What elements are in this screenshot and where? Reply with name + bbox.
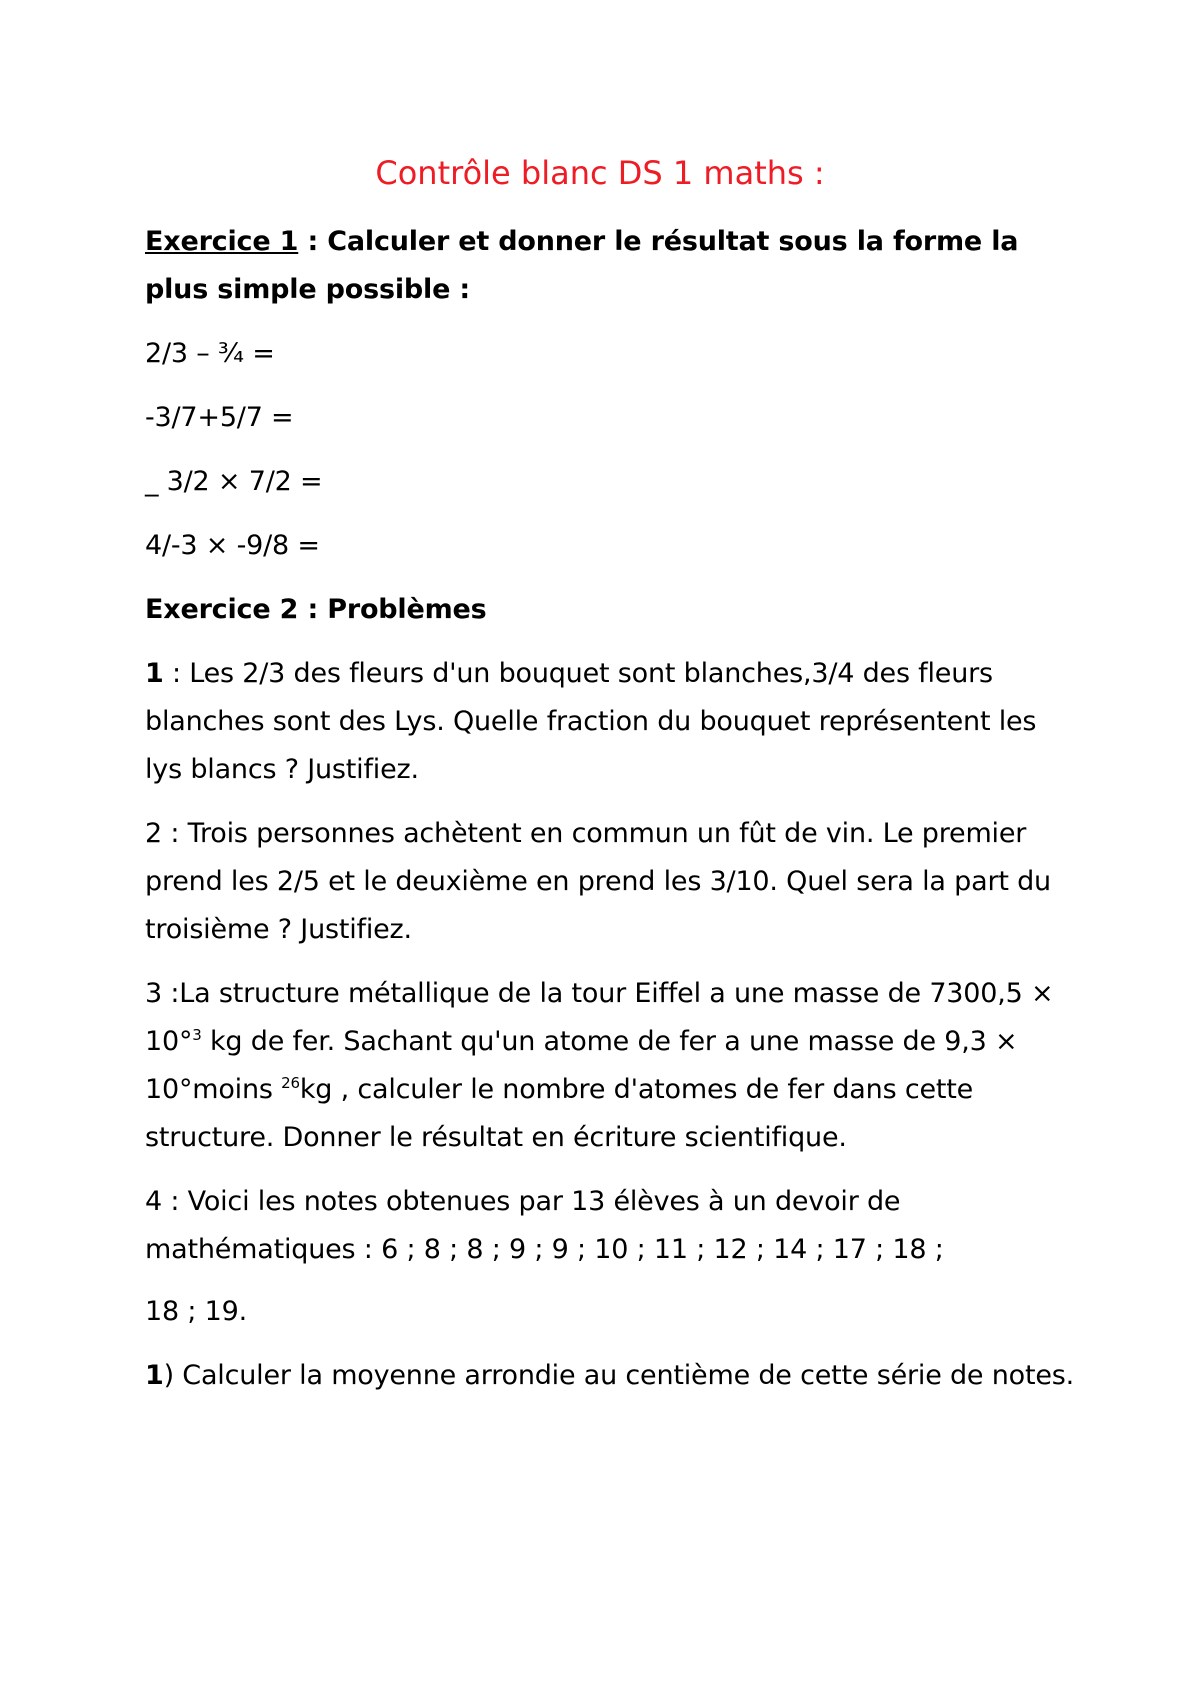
problem-1-text: : Les 2/3 des fleurs d'un bouquet sont blanches,3/4 des fleurs blanches sont des Lys. Quelle fraction du bouquet représentent les lys blancs ? Justifiez.: [145, 658, 1037, 785]
exercise-1-item: 2/3 – ¾ =: [145, 338, 275, 369]
problem-3-text-part1: 3 :La structure métallique de la tour Eiffel a une masse de 7300,5 × 10°: [145, 978, 1054, 1057]
question-1-text: ) Calculer la moyenne arrondie au centième de cette série de notes.: [163, 1360, 1075, 1391]
problem-1: [145, 650, 1075, 794]
problem-2: 2 : Trois personnes achètent en commun un fût de vin. Le premier prend les 2/5 et le deuxième en prend les 3/10. Quel sera la part du troisième ? Justifiez.: [145, 818, 1051, 945]
problem-3-exponent-2: 26: [281, 1074, 300, 1092]
problem-4-continuation: 18 ; 19.: [145, 1296, 247, 1327]
exercise-1-instruction: Calculer et donner le résultat sous la forme la plus simple possible :: [145, 226, 1019, 305]
page-title: Contrôle blanc DS 1 maths :: [375, 154, 825, 192]
exercise-1-item: -3/7+5/7 =: [145, 402, 294, 433]
problem-3-text-part3: kg , calculer le nombre d'atomes de fer dans cette structure. Donner le résultat en écriture scientifique.: [145, 1074, 974, 1153]
exercise-1-colon: :: [298, 226, 328, 257]
question-1: [145, 1352, 1075, 1400]
problem-3-text-part2: kg de fer. Sachant qu'un atome de fer a une masse de 9,3 × 10°moins: [145, 1026, 1018, 1105]
exercise-1-item: _ 3/2 × 7/2 =: [145, 466, 323, 497]
exercise-1-label: Exercice 1: [145, 226, 299, 257]
exercise-1-heading: [145, 218, 1075, 314]
document-body: [145, 218, 1075, 1416]
problem-4: 4 : Voici les notes obtenues par 13 élèves à un devoir de mathématiques : 6 ; 8 ; 8 ; 9 ; 9 ; 10 ; 11 ; 12 ; 14 ; 17 ; 18 ;: [145, 1186, 944, 1265]
problem-3-exponent-1: 3: [192, 1026, 202, 1044]
exercise-1-item: 4/-3 × -9/8 =: [145, 530, 320, 561]
question-1-number: 1: [145, 1360, 164, 1391]
exercise-2-heading: Exercice 2 : Problèmes: [145, 594, 487, 625]
problem-1-number: 1: [145, 658, 164, 689]
problem-3: [145, 970, 1075, 1162]
